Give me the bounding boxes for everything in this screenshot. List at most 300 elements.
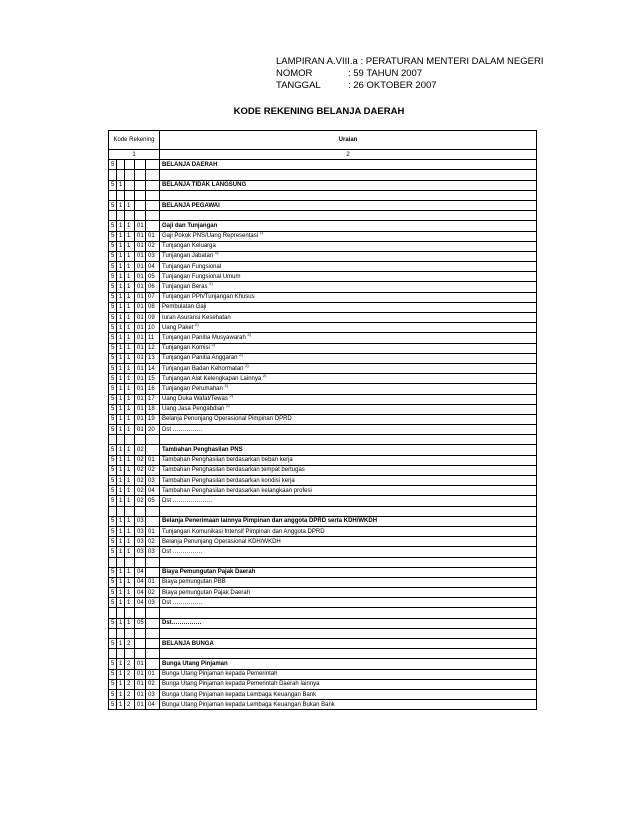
kode-cell-1: 5	[109, 516, 117, 526]
kode-cell-4: 01	[135, 241, 146, 251]
table-row	[109, 700, 537, 710]
uraian-cell	[160, 180, 537, 190]
kode-cell-1: 5	[109, 231, 117, 241]
kode-cell-3: 1	[125, 577, 135, 587]
kode-cell-4: 01	[135, 302, 146, 312]
uraian-text: Belanja Penunjang Operasional Pimpinan DPRD	[162, 416, 292, 423]
empty-cell	[109, 557, 117, 567]
empty-cell	[160, 628, 537, 638]
table-row	[109, 689, 537, 699]
empty-cell	[160, 211, 537, 221]
kode-cell-3: 2	[125, 700, 135, 710]
kode-cell-3: 1	[125, 476, 135, 486]
kode-cell-2: 1	[117, 333, 125, 343]
kode-cell-5	[146, 445, 160, 455]
empty-cell	[160, 506, 537, 516]
kode-cell-5: 01	[146, 669, 160, 679]
footnote-marker: 1)	[214, 251, 219, 256]
kode-cell-5: 01	[146, 526, 160, 536]
kode-cell-1: 5	[109, 313, 117, 323]
uraian-cell	[160, 292, 537, 302]
empty-cell	[146, 211, 160, 221]
kode-cell-3: 1	[125, 313, 135, 323]
table-row	[109, 486, 537, 496]
table-row	[109, 384, 537, 394]
empty-cell	[117, 435, 125, 445]
uraian-cell	[160, 262, 537, 272]
kode-cell-1: 5	[109, 353, 117, 363]
footnote-marker: 2)	[239, 353, 243, 358]
table-row	[109, 425, 537, 435]
kode-cell-2: 1	[117, 262, 125, 272]
empty-row	[109, 557, 537, 567]
kode-cell-3: 1	[125, 516, 135, 526]
table-header-row	[109, 131, 537, 150]
uraian-text: BELANJA TIDAK LANGSUNG	[162, 182, 247, 189]
uraian-cell	[160, 353, 537, 363]
table-row	[109, 180, 537, 190]
empty-cell	[160, 557, 537, 567]
uraian-text: Biaya pemungutan Pajak Daerah	[162, 589, 251, 596]
kode-cell-1: 5	[109, 374, 117, 384]
kode-cell-5: 15	[146, 374, 160, 384]
kode-cell-3: 1	[125, 618, 135, 628]
table-row	[109, 588, 537, 598]
uraian-cell	[160, 465, 537, 475]
uraian-cell	[160, 598, 537, 608]
uraian-text: Tambahan Penghasilan berdasarkan beban kerja	[162, 457, 293, 464]
kode-cell-2: 1	[117, 292, 125, 302]
kode-cell-1: 5	[109, 547, 117, 557]
uraian-text: Tunjangan Keluarga	[162, 243, 216, 250]
kode-rekening-header: Kode Rekening	[109, 131, 160, 150]
nomor-value: : 59 TAHUN 2007	[348, 68, 423, 79]
table-row	[109, 231, 537, 241]
kode-cell-5: 03	[146, 598, 160, 608]
kode-cell-1: 5	[109, 659, 117, 669]
empty-cell	[125, 170, 135, 180]
kode-cell-4: 03	[135, 537, 146, 547]
kode-cell-1: 5	[109, 598, 117, 608]
kode-cell-1: 5	[109, 679, 117, 689]
kode-cell-3: 1	[125, 272, 135, 282]
kode-cell-3: 1	[125, 374, 135, 384]
kode-cell-5: 03	[146, 689, 160, 699]
empty-row	[109, 649, 537, 659]
kode-cell-4: 04	[135, 577, 146, 587]
empty-row	[109, 190, 537, 200]
kode-cell-4: 05	[135, 618, 146, 628]
uraian-text: BELANJA DAERAH	[162, 161, 218, 168]
uraian-cell	[160, 241, 537, 251]
empty-cell	[135, 557, 146, 567]
kode-cell-3: 1	[125, 496, 135, 506]
uraian-text: Tambahan Penghasilan berdasarkan tempat bertugas	[162, 467, 305, 474]
footnote-marker: 1)	[259, 231, 264, 236]
tanggal-label: TANGGAL	[276, 80, 321, 91]
uraian-cell	[160, 251, 537, 261]
kode-cell-2: 1	[117, 486, 125, 496]
kode-cell-4: 01	[135, 679, 146, 689]
empty-cell	[135, 170, 146, 180]
kode-cell-5: 12	[146, 343, 160, 353]
kode-cell-3: 1	[125, 394, 135, 404]
table-row	[109, 363, 537, 373]
kode-cell-4: 01	[135, 394, 146, 404]
table-row	[109, 292, 537, 302]
uraian-text: BELANJA BUNGA	[162, 640, 214, 647]
uraian-cell	[160, 425, 537, 435]
kode-cell-4: 01	[135, 313, 146, 323]
kode-cell-3: 1	[125, 465, 135, 475]
kode-cell-4	[135, 200, 146, 210]
uraian-cell	[160, 700, 537, 710]
uraian-cell	[160, 343, 537, 353]
kode-cell-2: 1	[117, 353, 125, 363]
empty-cell	[109, 435, 117, 445]
empty-cell	[135, 211, 146, 221]
empty-cell	[109, 628, 117, 638]
kode-cell-2: 1	[117, 689, 125, 699]
kode-cell-3: 1	[125, 333, 135, 343]
kode-cell-4: 02	[135, 445, 146, 455]
kode-cell-2: 1	[117, 363, 125, 373]
kode-cell-2: 1	[117, 394, 125, 404]
kode-cell-1: 5	[109, 363, 117, 373]
table-row	[109, 333, 537, 343]
kode-cell-3: 2	[125, 689, 135, 699]
kode-cell-2: 1	[117, 547, 125, 557]
empty-cell	[125, 190, 135, 200]
table-row	[109, 374, 537, 384]
uraian-cell	[160, 486, 537, 496]
table-row	[109, 160, 537, 170]
kode-cell-4: 01	[135, 323, 146, 333]
kode-cell-1: 5	[109, 669, 117, 679]
kode-cell-1: 5	[109, 200, 117, 210]
empty-cell	[125, 649, 135, 659]
kode-cell-5: 03	[146, 476, 160, 486]
kode-cell-4: 04	[135, 598, 146, 608]
kode-cell-2: 1	[117, 598, 125, 608]
footnote-marker: 2)	[229, 394, 234, 399]
uraian-cell	[160, 313, 537, 323]
kode-cell-2: 1	[117, 251, 125, 261]
kode-cell-5: 14	[146, 363, 160, 373]
kode-cell-3: 1	[125, 588, 135, 598]
uraian-cell	[160, 526, 537, 536]
uraian-text: Gaji Pokok PNS/Uang Representasi	[162, 233, 259, 240]
empty-cell	[117, 190, 125, 200]
empty-cell	[109, 170, 117, 180]
kode-cell-2: 1	[117, 231, 125, 241]
uraian-cell	[160, 577, 537, 587]
kode-cell-2: 1	[117, 577, 125, 587]
kode-cell-5: 10	[146, 323, 160, 333]
uraian-text: Tambahan Penghasilan PNS	[162, 447, 243, 454]
kode-cell-4: 02	[135, 455, 146, 465]
kode-cell-4: 01	[135, 659, 146, 669]
empty-cell	[117, 628, 125, 638]
empty-cell	[160, 608, 537, 618]
tanggal-value: : 26 OKTOBER 2007	[348, 80, 437, 91]
kode-cell-5: 02	[146, 588, 160, 598]
kode-cell-2: 1	[117, 374, 125, 384]
uraian-text: Tambahan Penghasilan berdasarkan kelangkaan profesi	[162, 487, 312, 494]
empty-row	[109, 608, 537, 618]
uraian-cell	[160, 282, 537, 292]
kode-cell-2: 1	[117, 384, 125, 394]
empty-cell	[146, 628, 160, 638]
kode-cell-1: 5	[109, 537, 117, 547]
kode-cell-5	[146, 221, 160, 231]
kode-cell-5: 05	[146, 496, 160, 506]
kode-cell-2: 1	[117, 618, 125, 628]
kode-cell-5: 01	[146, 577, 160, 587]
kode-cell-1: 5	[109, 445, 117, 455]
table-row	[109, 476, 537, 486]
kode-cell-5: 06	[146, 282, 160, 292]
uraian-text: Uang Duka Wafat/Tewas	[162, 396, 228, 403]
kode-cell-5: 04	[146, 486, 160, 496]
kode-cell-3: 1	[125, 251, 135, 261]
empty-cell	[146, 649, 160, 659]
table-row	[109, 679, 537, 689]
uraian-cell	[160, 679, 537, 689]
kode-cell-3: 1	[125, 486, 135, 496]
kode-cell-4: 04	[135, 588, 146, 598]
empty-cell	[146, 170, 160, 180]
kode-cell-5	[146, 659, 160, 669]
kode-cell-2: 1	[117, 313, 125, 323]
kode-cell-1: 5	[109, 414, 117, 424]
kode-cell-1: 5	[109, 262, 117, 272]
empty-cell	[109, 506, 117, 516]
uraian-cell	[160, 221, 537, 231]
table-row	[109, 618, 537, 628]
empty-cell	[146, 190, 160, 200]
uraian-cell	[160, 618, 537, 628]
table-row	[109, 221, 537, 231]
kode-cell-4: 01	[135, 700, 146, 710]
uraian-cell	[160, 394, 537, 404]
uraian-cell	[160, 200, 537, 210]
kode-cell-2: 1	[117, 302, 125, 312]
kode-cell-2: 1	[117, 180, 125, 190]
empty-cell	[117, 608, 125, 618]
kode-cell-5	[146, 160, 160, 170]
uraian-cell	[160, 414, 537, 424]
kode-cell-2: 1	[117, 639, 125, 649]
uraian-cell	[160, 323, 537, 333]
empty-cell	[125, 628, 135, 638]
empty-cell	[135, 628, 146, 638]
kode-cell-4: 01	[135, 689, 146, 699]
empty-cell	[117, 211, 125, 221]
kode-cell-3: 1	[125, 547, 135, 557]
kode-cell-3: 1	[125, 200, 135, 210]
document-header	[276, 56, 543, 92]
uraian-text: Tambahan Penghasilan berdasarkan kondisi kerja	[162, 477, 295, 484]
kode-cell-4: 01	[135, 292, 146, 302]
kode-cell-3: 1	[125, 323, 135, 333]
kode-cell-1: 5	[109, 241, 117, 251]
uraian-text: Tunjangan Komisi	[162, 345, 210, 352]
kode-cell-4: 01	[135, 425, 146, 435]
kode-cell-5: 01	[146, 231, 160, 241]
table-row	[109, 200, 537, 210]
empty-cell	[125, 435, 135, 445]
kode-cell-1: 5	[109, 323, 117, 333]
nomor-line	[276, 68, 543, 80]
kode-cell-4: 03	[135, 516, 146, 526]
uraian-cell	[160, 404, 537, 414]
uraian-text: Tunjangan Perumahan	[162, 385, 223, 392]
table-row	[109, 526, 537, 536]
empty-cell	[135, 435, 146, 445]
kode-cell-2: 1	[117, 414, 125, 424]
uraian-cell	[160, 689, 537, 699]
kode-cell-1: 5	[109, 333, 117, 343]
footnote-marker: 2)	[247, 332, 252, 337]
kode-cell-4: 01	[135, 414, 146, 424]
uraian-text: Gaji dan Tunjangan	[162, 222, 218, 229]
empty-cell	[135, 190, 146, 200]
kode-cell-5: 18	[146, 404, 160, 414]
kode-cell-4: 02	[135, 476, 146, 486]
uraian-cell	[160, 333, 537, 343]
kode-cell-2: 1	[117, 526, 125, 536]
kode-cell-4: 01	[135, 262, 146, 272]
table-row	[109, 343, 537, 353]
kode-cell-3: 1	[125, 537, 135, 547]
kode-cell-1: 5	[109, 425, 117, 435]
column-number-row	[109, 150, 537, 160]
empty-cell	[135, 506, 146, 516]
uraian-cell	[160, 516, 537, 526]
uraian-text: Tunjangan Badan Kehormatan	[162, 365, 244, 372]
empty-cell	[117, 170, 125, 180]
table-row	[109, 302, 537, 312]
uraian-text: Tunjangan Fungsional	[162, 263, 222, 270]
kode-cell-3: 2	[125, 679, 135, 689]
empty-row	[109, 628, 537, 638]
kode-cell-4	[135, 160, 146, 170]
kode-cell-1: 5	[109, 588, 117, 598]
kode-cell-2: 1	[117, 567, 125, 577]
footnote-marker: 2)	[211, 343, 216, 348]
uraian-text: Tunjangan Alat Kelengkapan Lainnya	[162, 375, 262, 382]
kode-cell-1: 5	[109, 455, 117, 465]
kode-cell-3: 1	[125, 598, 135, 608]
table-row	[109, 282, 537, 292]
empty-row	[109, 211, 537, 221]
kode-cell-4: 04	[135, 567, 146, 577]
kode-cell-1: 5	[109, 221, 117, 231]
kode-cell-5: 05	[146, 272, 160, 282]
uraian-cell	[160, 272, 537, 282]
kode-cell-4	[135, 639, 146, 649]
kode-cell-2: 1	[117, 425, 125, 435]
kode-cell-5	[146, 639, 160, 649]
kode-cell-1: 5	[109, 465, 117, 475]
kode-cell-2: 1	[117, 700, 125, 710]
kode-cell-4: 01	[135, 384, 146, 394]
table-row	[109, 404, 537, 414]
empty-cell	[125, 211, 135, 221]
uraian-cell	[160, 455, 537, 465]
kode-cell-1: 5	[109, 384, 117, 394]
kode-cell-4: 01	[135, 272, 146, 282]
table-row	[109, 659, 537, 669]
uraian-text: Dst ………………..	[162, 497, 213, 504]
uraian-header: Uraian	[160, 131, 537, 150]
kode-cell-4: 01	[135, 404, 146, 414]
table-row	[109, 669, 537, 679]
kode-cell-2: 1	[117, 588, 125, 598]
kode-cell-1: 5	[109, 160, 117, 170]
kode-cell-3: 1	[125, 363, 135, 373]
kode-cell-1: 5	[109, 180, 117, 190]
kode-cell-5: 09	[146, 313, 160, 323]
empty-cell	[160, 649, 537, 659]
empty-cell	[109, 190, 117, 200]
uraian-cell	[160, 231, 537, 241]
kode-cell-3: 1	[125, 231, 135, 241]
kode-cell-1: 5	[109, 404, 117, 414]
kode-cell-2: 1	[117, 343, 125, 353]
empty-cell	[117, 557, 125, 567]
footnote-marker: 2)	[195, 322, 199, 327]
uraian-text: Uang Paket	[162, 324, 194, 331]
column-number-1: 1	[109, 150, 160, 160]
kode-cell-5	[146, 567, 160, 577]
kode-cell-2: 1	[117, 679, 125, 689]
table-row	[109, 394, 537, 404]
kode-cell-2: 1	[117, 200, 125, 210]
kode-cell-4: 02	[135, 496, 146, 506]
kode-cell-5	[146, 180, 160, 190]
kode-cell-5: 17	[146, 394, 160, 404]
empty-cell	[160, 190, 537, 200]
uraian-text: Dst ……………	[162, 599, 203, 606]
kode-cell-4: 01	[135, 669, 146, 679]
uraian-text: Dst ……………	[162, 548, 203, 555]
kode-cell-1: 5	[109, 639, 117, 649]
empty-cell	[160, 170, 537, 180]
kode-cell-5	[146, 618, 160, 628]
uraian-cell	[160, 567, 537, 577]
table-row	[109, 313, 537, 323]
empty-cell	[117, 649, 125, 659]
kode-cell-5: 16	[146, 384, 160, 394]
footnote-marker: 2)	[226, 404, 230, 409]
uraian-cell	[160, 588, 537, 598]
kode-cell-1: 5	[109, 577, 117, 587]
table-row	[109, 262, 537, 272]
uraian-cell	[160, 537, 537, 547]
uraian-text: Biaya Pemungutan Pajak Daerah	[162, 569, 256, 576]
kode-cell-3: 1	[125, 455, 135, 465]
uraian-text: Uang Jasa Pengabdian	[162, 406, 225, 413]
uraian-text: Belanja Penunjang Operasional KDH/WKDH	[162, 538, 281, 545]
table-row	[109, 353, 537, 363]
table-row	[109, 445, 537, 455]
table-row	[109, 516, 537, 526]
uraian-text: Tunjangan Beras	[162, 284, 208, 291]
uraian-cell	[160, 659, 537, 669]
nomor-label: NOMOR	[276, 68, 313, 79]
